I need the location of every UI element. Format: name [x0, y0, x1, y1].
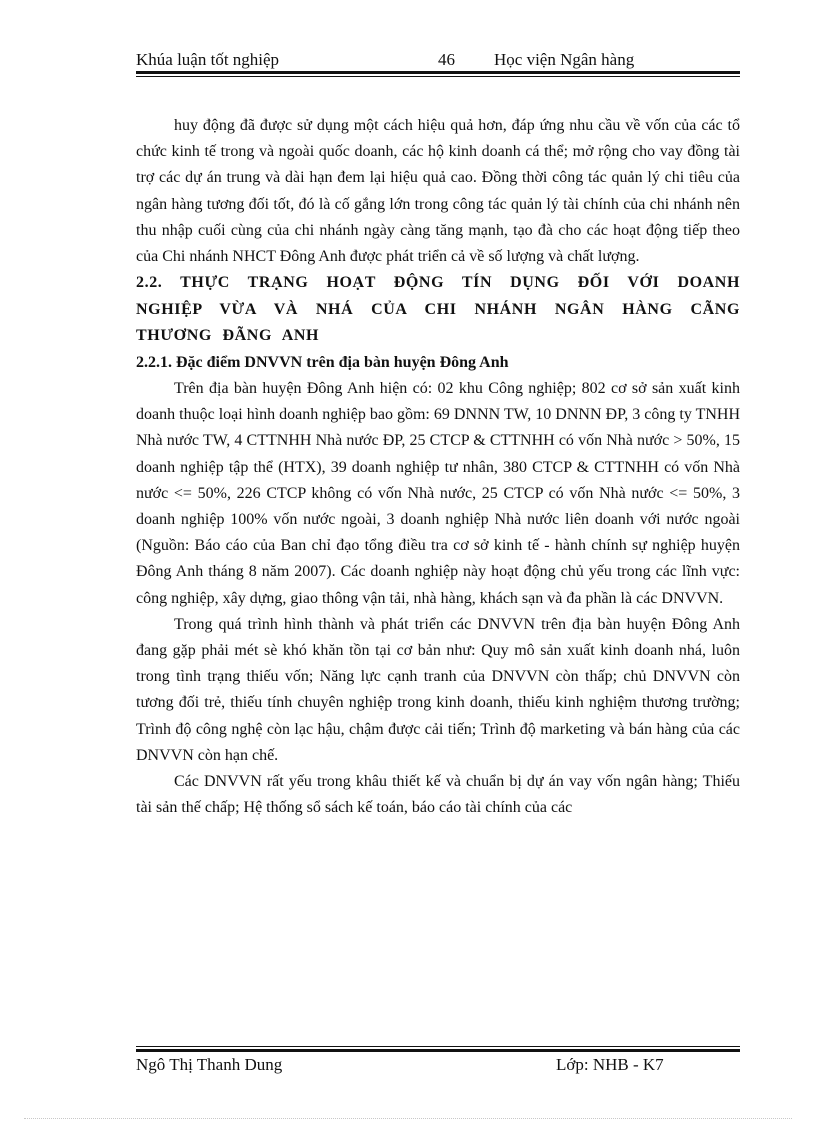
footer-author: Ngô Thị Thanh Dung [136, 1055, 283, 1074]
section-heading-2-2: 2.2. THỰC TRẠNG HOẠT ĐỘNG TÍN DỤNG ĐỐI VỚI DOANH NGHIỆP VỪA VÀ NHÁ CỦA CHI NHÁNH NGÂN HÀNG CÃNG THƯƠNG ĐÃNG ANH [136, 274, 740, 345]
subsection-heading-2-2-1: 2.2.1. Đặc điểm DNVVN trên địa bàn huyện Đông Anh [136, 353, 509, 371]
paragraph-weaknesses: Các DNVVN rất yếu trong khâu thiết kế và chuẩn bị dự án vay vốn ngân hàng; Thiếu tài sản thế chấp; Hệ thống sổ sách kế toán, báo cáo tài chính của các [136, 772, 740, 817]
page-number: 46 [438, 50, 455, 69]
paragraph-difficulties: Trong quá trình hình thành và phát triển các DNVVN trên địa bàn huyện Đông Anh đang gặp phải mét sè khó khăn tồn tại cơ bản như: Quy mô sản xuất kinh doanh nhá, luôn trong tình trạng thiếu vốn; Năng lực cạnh tranh của DNVVN còn thấp; chủ DNVVN còn tương đối trẻ, thiếu tính chuyên nghiệp trong kinh doanh, thiếu kinh nghiệm thương trường; Trình độ công nghệ còn lạc hậu, chậm được cải tiến; Trình độ marketing và bán hàng của các DNVVN còn hạn chế. [136, 615, 740, 764]
page-header [136, 48, 740, 72]
page-footer [136, 1055, 740, 1079]
header-thesis-label: Khúa luận tốt nghiệp [136, 50, 280, 69]
footer-class: Lớp: NHB - K7 [556, 1055, 664, 1074]
paragraph-continuation: huy động đã được sử dụng một cách hiệu quả hơn, đáp ứng nhu cầu về vốn của các tổ chức kinh tế trong và ngoài quốc doanh, các hộ kinh doanh cá thể; mở rộng cho vay đồng tài trợ các dự án trung và dài hạn đem lại hiệu quả cao. Đồng thời công tác quản lý chi tiêu của ngân hàng tương đối tốt, đó là cố gắng lớn trong công tác quản lý tài chính của chi nhánh nên thu nhập cuối cùng của chi nhánh ngày càng tăng mạnh, tạo đà cho các hoạt động tiếp theo của Chi nhánh NHCT Đông Anh được phát triển cả về số lượng và chất lượng. [136, 117, 740, 266]
paragraph-enterprise-stats: Trên địa bàn huyện Đông Anh hiện có: 02 khu Công nghiệp; 802 cơ sở sản xuất kinh doanh thuộc loại hình doanh nghiệp bao gồm: 69 DNNN TW, 10 DNNN ĐP, 3 công ty TNHH Nhà nước TW, 4 CTTNHH Nhà nước ĐP, 25 CTCP & CTTNHH có vốn Nhà nước > 50%, 15 doanh nghiệp tập thể (HTX), 39 doanh nghiệp tư nhân, 380 CTCP & CTTNHH có vốn Nhà nước <= 50%, 226 CTCP không có vốn Nhà nước, 25 CTCP có vốn Nhà nước <= 50%, 3 doanh nghiệp 100% vốn nước ngoài, 3 doanh nghiệp Nhà nước liên doanh với nước ngoài (Nguồn: Báo cáo của Ban chỉ đạo tổng điều tra cơ sở kinh tế - hành chính sự nghiệp huyện Đông Anh tháng 8 năm 2007). Các doanh nghiệp này hoạt động chủ yếu trong các lĩnh vực: công nghiệp, xây dựng, giao thông vận tải, nhà hàng, khách sạn và đa phần là các DNVVN. [136, 379, 740, 607]
header-institution: Học viện Ngân hàng [494, 50, 635, 69]
footer-rule-thick [136, 1049, 740, 1052]
footer-rule-thin [136, 1046, 740, 1047]
header-rule-thick [136, 71, 740, 74]
page-edge-divider [24, 1118, 792, 1119]
page-body [136, 113, 740, 821]
header-rule-thin [136, 76, 740, 77]
